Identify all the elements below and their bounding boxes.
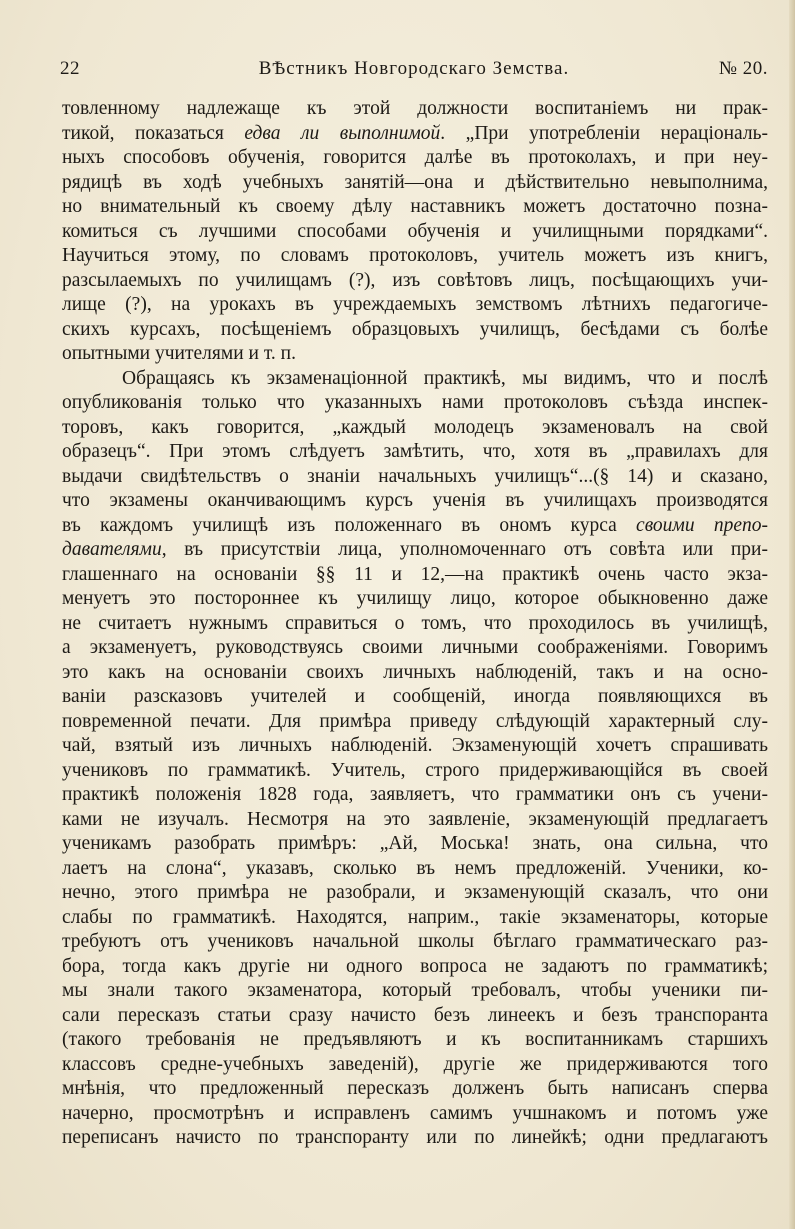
text-line: практикѣ положенія 1828 года, заявляетъ, что грамматики онъ съ учени- — [62, 784, 768, 805]
text-line: Научиться этому, по словамъ протоколовъ, учитель можетъ изъ книгъ, — [62, 245, 768, 266]
text-line: комиться съ лучшими способами обученія и училищными порядками“. — [62, 220, 768, 242]
page-number: 22 — [60, 58, 80, 79]
text-line: сали пересказъ статьи сразу начисто безъ линеекъ и безъ транспоранта — [62, 1004, 768, 1026]
text-line-with-italic: въ каждомъ училищѣ изъ положеннаго въ ономъ курса своими препо- — [62, 514, 768, 536]
journal-title: ВѢстникъ Новгородскаго Земства. — [258, 58, 570, 79]
text-line: скихъ курсахъ, посѣщеніемъ образцовыхъ училищъ, бесѣдами съ болѣе — [62, 318, 768, 340]
text-line: чай, взятый изъ личныхъ наблюденій. Экзаменующій хочетъ спрашивать — [62, 735, 768, 756]
text-line-with-italic: тикой, показаться едва ли выполнимой. „При употребленіи нераціональ- — [62, 122, 768, 144]
text-line: нечно, этого примѣра не разобрали, и экзаменующій сказалъ, что они — [62, 882, 768, 903]
text-line: классовъ средне-учебныхъ заведеній), другіе же придерживаются того — [62, 1053, 768, 1075]
text-line: мнѣнія, что предложенный пересказъ долженъ быть написанъ сперва — [62, 1078, 768, 1099]
text-line: опубликованія только что указанныхъ нами протоколовъ съѣзда инспек- — [62, 392, 768, 413]
text-line: слабы по грамматикѣ. Находятся, наприм., такіе экзаменаторы, которые — [62, 906, 768, 928]
text-line: рядицѣ въ ходѣ учебныхъ занятій—она и дѣйствительно невыполнима, — [62, 171, 768, 193]
text-line: ваніи разсказовъ учителей и сообщеній, иногда появляющихся въ — [62, 686, 768, 707]
text-line: учениковъ по грамматикѣ. Учитель, строго придерживающійся въ своей — [62, 759, 768, 781]
text-line: бора, тогда какъ другіе ни одного вопроса не задаютъ по грамматикѣ; — [62, 955, 768, 977]
italic-phrase: давателями — [62, 539, 162, 560]
text-line: требуютъ отъ учениковъ начальной школы бѣглаго грамматическаго раз- — [62, 931, 768, 952]
italic-phrase: своими препо- — [636, 514, 768, 536]
text-line: что экзамены оканчивающимъ курсъ ученія въ училищахъ производятся — [62, 490, 768, 511]
text-line: ученикамъ разобрать примѣръ: „Ай, Моська! знать, она сильна, что — [62, 833, 768, 854]
text-line: но внимательный къ своему дѣлу наставникъ можетъ достаточно позна- — [62, 196, 768, 217]
paragraph-end-line: опытными учителями и т. п. — [62, 343, 296, 364]
text-line: торовъ, какъ говорится, „каждый молодецъ экзаменовалъ на свой — [62, 416, 768, 438]
text-line: ками не изучалъ. Несмотря на это заявленіе, экзаменующій предлагаетъ — [62, 808, 768, 830]
text-line: разсылаемыхъ по училищамъ (?), изъ совѣтовъ лицъ, посѣщающихъ учи- — [62, 269, 768, 291]
text-line: не считаетъ нужнымъ справиться о томъ, что проходилось въ училищѣ, — [62, 612, 768, 634]
text-line-with-italic: давателями, въ присутствіи лица, уполномоченнаго отъ совѣта или при- — [62, 539, 768, 560]
text-line: товленному надлежаще къ этой должности воспитаніемъ ни прак- — [62, 98, 768, 119]
issue-number: № 20. — [718, 58, 768, 79]
text-line: а экзаменуетъ, руководствуясь своими личными соображеніями. Говоримъ — [62, 637, 768, 658]
body-text — [62, 97, 768, 1151]
text-line: лаетъ на слона“, указавъ, сколько въ немъ предложеній. Ученики, ко- — [62, 857, 768, 879]
text-line: менуетъ это постороннее къ училищу лицо, которое обыкновенно даже — [62, 588, 768, 609]
text-line: это какъ на основаніи своихъ личныхъ наблюденій, такъ и на осно- — [62, 661, 768, 683]
running-header — [60, 58, 768, 86]
text-line: ныхъ способовъ обученія, говорится далѣе въ протоколахъ, и при неу- — [62, 147, 768, 168]
italic-phrase: едва ли выполнимой — [244, 122, 441, 144]
text-line: (такого требованія не предъявляютъ и къ воспитанникамъ старшихъ — [62, 1029, 768, 1050]
text-line: лище (?), на урокахъ въ учреждаемыхъ земствомъ лѣтнихъ педагогиче- — [62, 294, 768, 315]
book-spine-edge — [789, 0, 795, 1229]
text-line: повременной печати. Для примѣра приведу слѣдующій характерный слу- — [62, 710, 768, 732]
text-line: глашеннаго на основаніи §§ 11 и 12,—на практикѣ очень часто экза- — [62, 563, 768, 585]
text-line: выдачи свидѣтельствъ о знаніи начальныхъ училищъ“...(§ 14) и сказано, — [62, 465, 768, 487]
text-line: начерно, просмотрѣнъ и исправленъ самимъ учшнакомъ и потомъ уже — [62, 1102, 768, 1124]
text-line: переписанъ начисто по транспоранту или по линейкѣ; одни предлагаютъ — [62, 1127, 768, 1148]
paragraph-start-line: Обращаясь къ экзаменаціонной практикѣ, мы видимъ, что и послѣ — [122, 367, 768, 389]
text-line: мы знали такого экзаменатора, который требовалъ, чтобы ученики пи- — [62, 980, 768, 1001]
text-line: образецъ“. При этомъ слѣдуетъ замѣтить, что, хотя въ „правилахъ для — [62, 441, 768, 462]
